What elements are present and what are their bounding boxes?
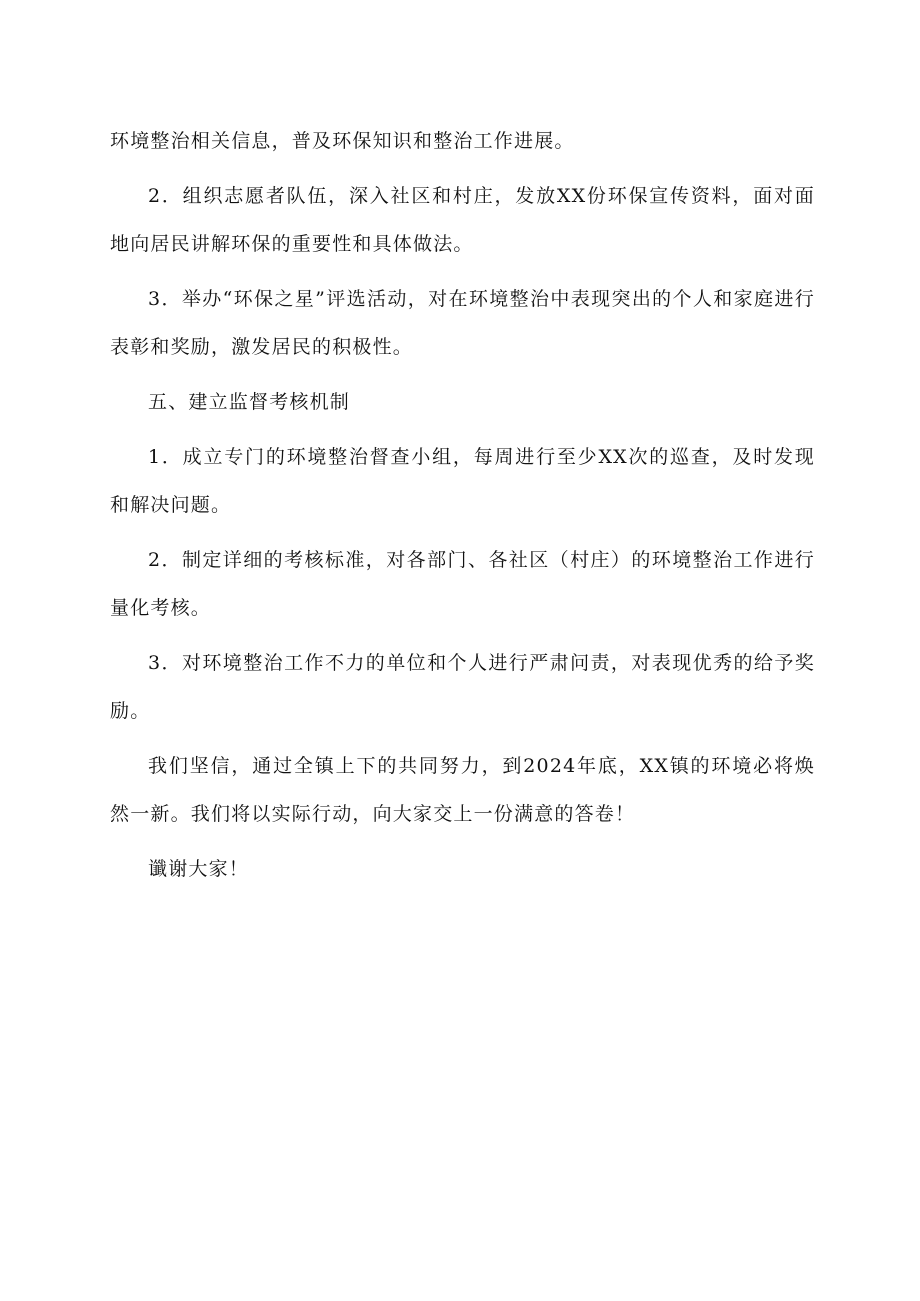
paragraph-item-1-inspection: 1．成立专门的环境整治督查小组，每周进行至少XX次的巡查，及时发现和解决问题。 bbox=[110, 446, 815, 516]
paragraph-item-3-eco-star: 3．举办“环保之星”评选活动，对在环境整治中表现突出的个人和家庭进行表彰和奖励，激发居民的积极性。 bbox=[110, 288, 815, 358]
paragraph-item-2-volunteers: 2．组织志愿者队伍，深入社区和村庄，发放XX份环保宣传资料，面对面地向居民讲解环保的重要性和具体做法。 bbox=[110, 185, 815, 255]
paragraph-thanks: 谶谢大家！ bbox=[148, 858, 250, 880]
paragraph-item-3-accountability: 3．对环境整治工作不力的单位和个人进行严肃问责，对表现优秀的给予奖励。 bbox=[110, 652, 815, 722]
paragraph-item-2-assessment: 2．制定详细的考核标准，对各部门、各社区（村庄）的环境整治工作进行量化考核。 bbox=[110, 549, 815, 619]
section-heading-supervision: 五、建立监督考核机制 bbox=[148, 391, 351, 413]
paragraph-conclusion: 我们坚信，通过全镇上下的共同努力，到2024年底，XX镇的环境必将焕然一新。我们将以实际行动，向大家交上一份满意的答卷！ bbox=[110, 755, 815, 825]
paragraph-continuation: 环境整治相关信息，普及环保知识和整治工作进展。 bbox=[110, 130, 575, 152]
document-body bbox=[110, 117, 815, 900]
